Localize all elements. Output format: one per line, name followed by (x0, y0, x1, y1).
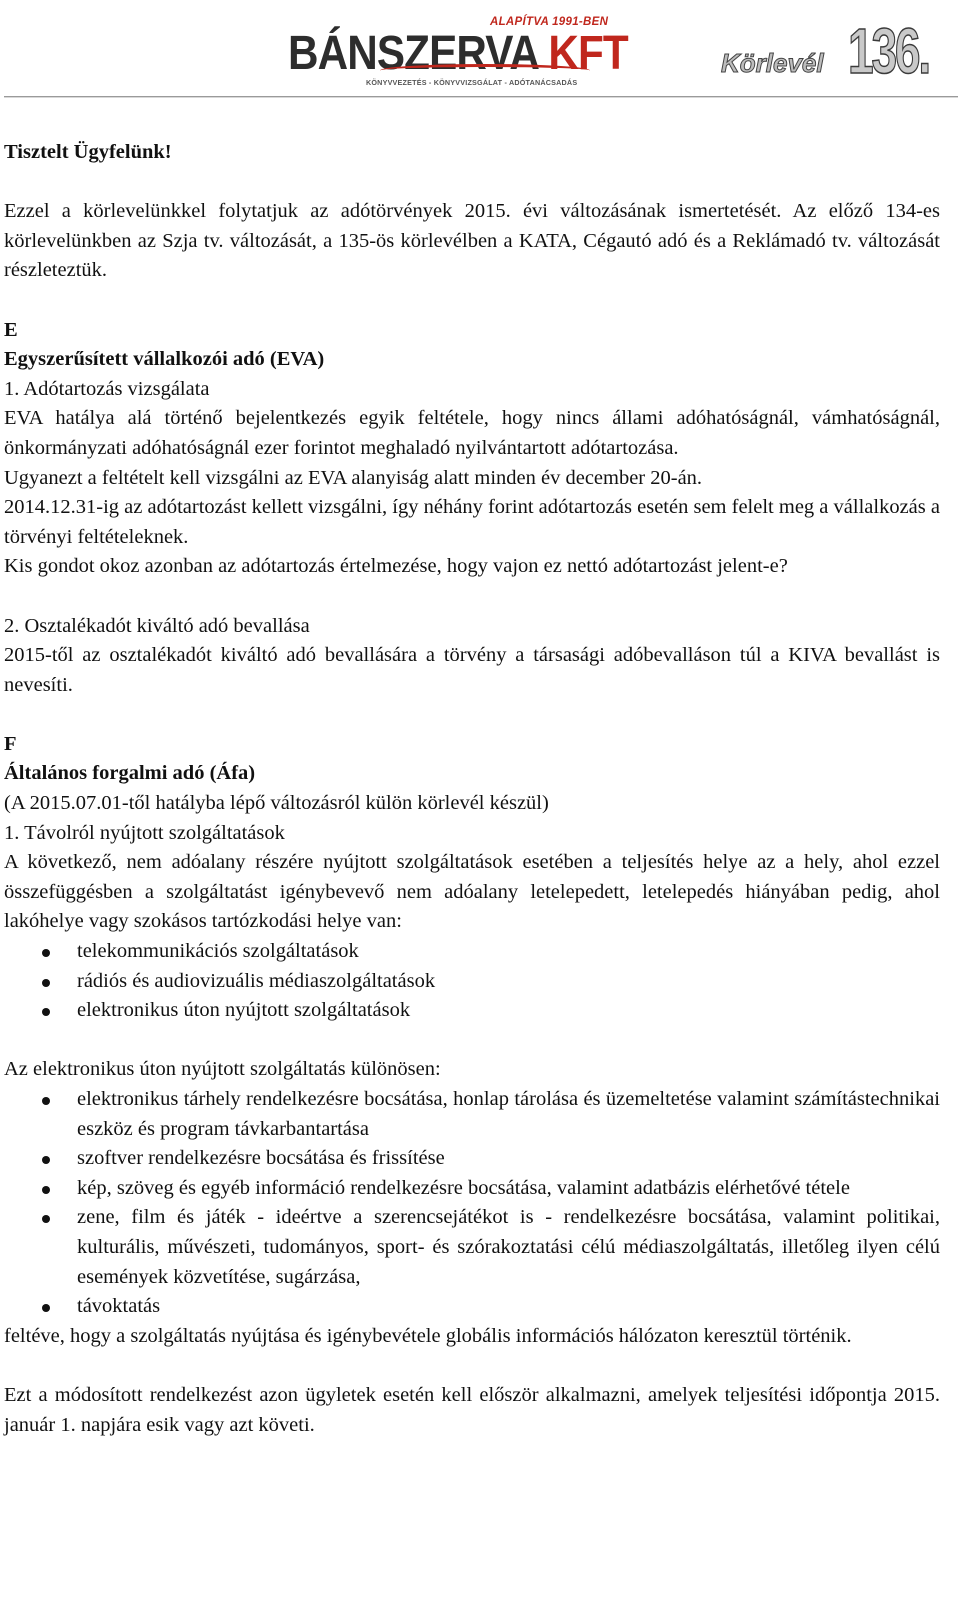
list-item-text: szoftver rendelkezésre bocsátása és frissítése (77, 1147, 445, 1170)
greeting: Tisztelt Ügyfelünk! (4, 141, 172, 163)
bullet-icon (42, 1008, 50, 1016)
bullet-icon (42, 949, 50, 957)
section-e-item2-title: 2. Osztalékadót kiváltó adó bevallása (4, 614, 310, 637)
spacer (4, 1351, 940, 1381)
section-f-list2-outro: feltéve, hogy a szolgáltatás nyújtása és igénybevétele globális információs hálózaton keresztül történik. (4, 1324, 852, 1347)
circular-label: Körlevél (721, 48, 824, 78)
bullet-icon (42, 1304, 50, 1312)
list-item (4, 1144, 940, 1174)
section-f-note: (A 2015.07.01-től hatályba lépő változásról külön körlevél készül) (4, 792, 549, 815)
list-item (4, 967, 940, 997)
header-divider (4, 96, 958, 97)
bullet-icon (42, 1097, 50, 1105)
logo-founded-text: ALAPÍTVA 1991-BEN (490, 16, 609, 28)
spacer (4, 1026, 940, 1056)
section-e-item2-paragraph: 2015-től az osztalékadót kiváltó adó bevallására a törvény a társasági adóbevalláson túl a KIVA bevallást is nevesíti. (4, 644, 940, 696)
letterhead (0, 0, 960, 104)
list-item-text: zene, film és játék - ideértve a szerencsejátékot is - rendelkezésre bocsátása, valamint politikai, kulturális, művészeti, tudományos, sport- és szórakoztatási célú médiaszolgáltatás, illetőleg ilyen célú események közvetítése, sugárzása, (77, 1206, 940, 1288)
spacer (4, 168, 940, 198)
company-logo (288, 14, 628, 87)
list-item (4, 1203, 940, 1292)
section-e-item1-paragraph: Kis gondot okoz azonban az adótartozás értelmezése, hogy vajon ez nettó adótartozást jelent-e? (4, 555, 788, 578)
list-item (4, 1174, 940, 1204)
section-e-item1-paragraph: Ugyanezt a feltételt kell vizsgálni az EVA alanyiság alatt minden év december 20-án. (4, 466, 703, 489)
circular-number: 136. (848, 15, 930, 87)
intro-paragraph: Ezzel a körlevelünkkel folytatjuk az adótörvények 2015. évi változásának ismertetését. Az előző 134-es körlevelünkben az Szja tv. változását, a 135-ös körlevélben a KATA, Cégautó adó és a Reklámadó tv. változását részleteztük. (4, 200, 940, 282)
logo-swoosh-decoration (380, 64, 590, 77)
list-item-text: elektronikus tárhely rendelkezésre bocsátása, honlap tárolása és üzemeltetése valamint számítástechnikai eszköz és program távkarbantartása (77, 1088, 940, 1140)
electronic-service-list (4, 1085, 940, 1322)
list-item-text: távoktatás (77, 1295, 161, 1318)
section-e-letter: E (4, 318, 18, 341)
bullet-icon (42, 979, 50, 987)
section-f-list2-intro: Az elektronikus úton nyújtott szolgáltatás különösen: (4, 1058, 441, 1081)
spacer (4, 700, 940, 730)
list-item (4, 937, 940, 967)
spacer (4, 286, 940, 316)
section-e-item1-paragraph: EVA hatálya alá történő bejelentkezés egyik feltétele, hogy nincs állami adóhatóságnál, vámhatóságnál, önkormányzati adóhatóságnál ezer forintot meghaladó nyilvántartott adótartozása. (4, 407, 940, 459)
list-item (4, 1085, 940, 1144)
section-e-title: Egyszerűsített vállalkozói adó (EVA) (4, 348, 325, 371)
bullet-icon (42, 1156, 50, 1164)
section-f-title: Általános forgalmi adó (Áfa) (4, 762, 256, 785)
section-f-letter: F (4, 732, 17, 755)
bullet-icon (42, 1186, 50, 1194)
list-item-text: rádiós és audiovizuális médiaszolgáltatások (77, 969, 436, 992)
logo-tagline: KÖNYVVEZETÉS - KÖNYVVIZSGÁLAT - ADÓTANÁCSADÁS (366, 78, 578, 87)
bullet-icon (42, 1215, 50, 1223)
logo-name-suffix: KFT (548, 27, 628, 80)
section-e-item1-paragraph: 2014.12.31-ig az adótartozást kellett vizsgálni, így néhány forint adótartozás esetén sem felelt meg a vállalkozás a törvényi feltételeknek. (4, 496, 940, 548)
list-item (4, 996, 940, 1026)
list-item-text: kép, szöveg és egyéb információ rendelkezésre bocsátása, valamint adatbázis elérhetővé tétele (77, 1176, 850, 1199)
section-e-item1-title: 1. Adótartozás vizsgálata (4, 377, 210, 400)
list-item-text: elektronikus úton nyújtott szolgáltatások (77, 999, 411, 1022)
section-f-closing: Ezt a módosított rendelkezést azon ügyletek esetén kell először alkalmazni, amelyek teljesítési időpontja 2015. január 1. napjára esik vagy azt követi. (4, 1383, 940, 1436)
spacer (4, 582, 940, 612)
service-list (4, 937, 940, 1026)
section-f-item1-title: 1. Távolról nyújtott szolgáltatások (4, 821, 285, 844)
list-item (4, 1292, 940, 1322)
section-f-item1-paragraph: A következő, nem adóalany részére nyújtott szolgáltatások esetében a teljesítés helye az a hely, ahol ezzel összefüggésben a szolgáltatást igénybevevő nem adóalany letelepedett, letelepedés hiányában pedig, ahol lakóhelye vagy szokásos tartózkodási helye van: (4, 851, 940, 933)
logo-name-main: BÁNSZERVA (288, 27, 538, 80)
letter-body (4, 138, 940, 1440)
list-item-text: telekommunikációs szolgáltatások (77, 940, 359, 963)
